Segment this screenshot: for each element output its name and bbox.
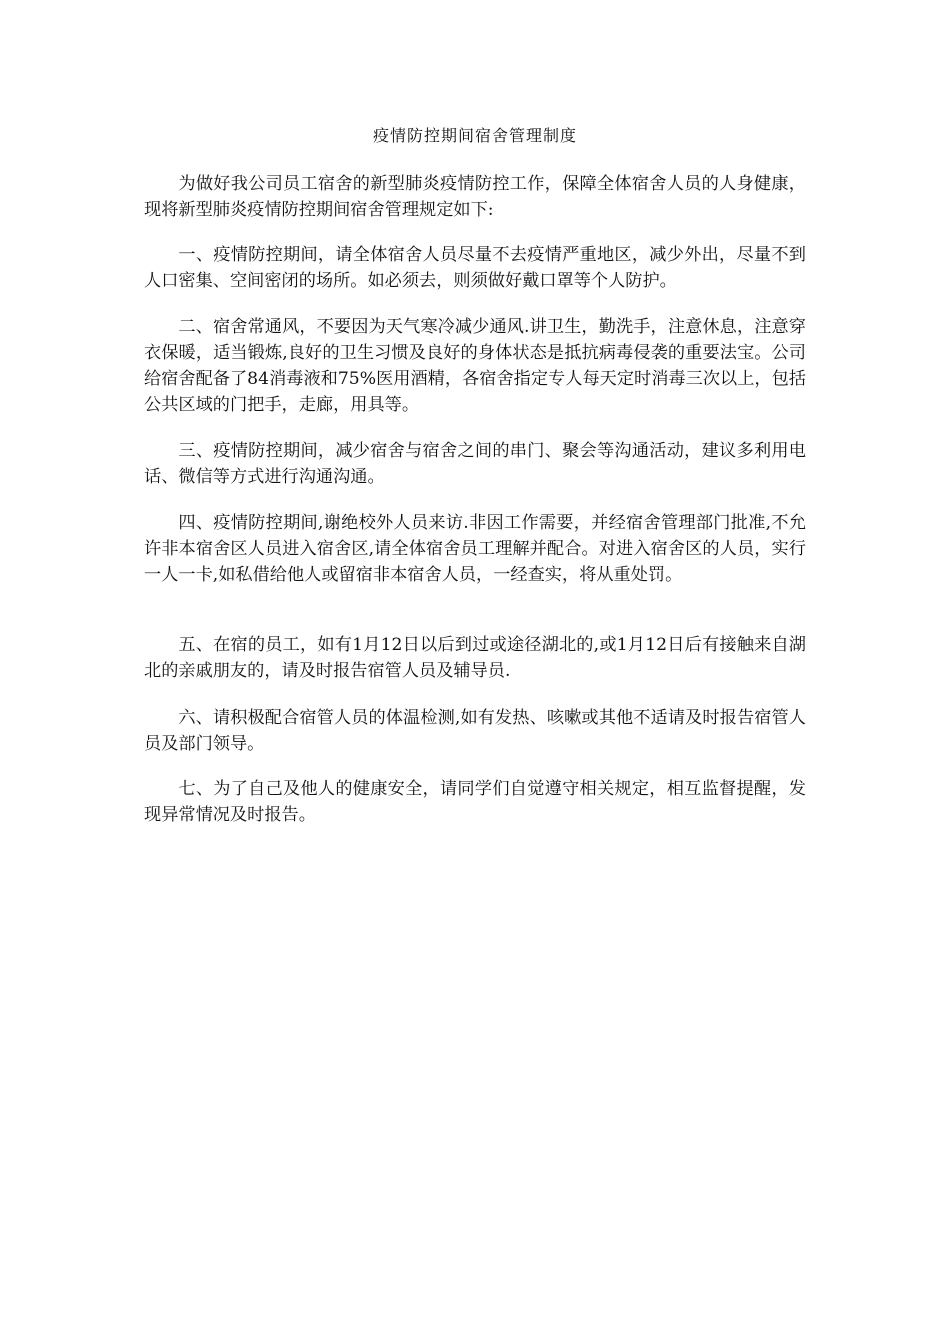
- rule-paragraph-7: 七、为了自己及他人的健康安全，请同学们自觉遵守相关规定，相互监督提醒，发现异常情况及时报告。: [144, 779, 806, 825]
- rule-paragraph-6: 六、请积极配合宿管人员的体温检测,如有发热、咳嗽或其他不适请及时报告宿管人员及部门领导。: [144, 708, 806, 754]
- rule-paragraph-1: 一、疫情防控期间，请全体宿舍人员尽量不去疫情严重地区，减少外出，尽量不到人口密集、空间密闭的场所。如必须去，则须做好戴口罩等个人防护。: [144, 245, 806, 291]
- intro-paragraph: 为做好我公司员工宿舍的新型肺炎疫情防控工作，保障全体宿舍人员的人身健康，现将新型肺炎疫情防控期间宿舍管理规定如下:: [144, 174, 806, 220]
- rule-paragraph-4: 四、疫情防控期间,谢绝校外人员来访.非因工作需要，并经宿舍管理部门批准,不允许非本宿舍区人员进入宿舍区,请全体宿舍员工理解并配合。对进入宿舍区的人员，实行一人一卡,如私借给他人或留宿非本宿舍人员，一经查实，将从重处罚。: [144, 513, 806, 585]
- document-title: 疫情防控期间宿舍管理制度: [372, 126, 577, 145]
- rule-paragraph-2: 二、宿舍常通风，不要因为天气寒冷减少通风.讲卫生，勤洗手，注意休息，注意穿衣保暖，适当锻炼,良好的卫生习惯及良好的身体状态是抵抗病毒侵袭的重要法宝。公司给宿舍配备了84消毒液和75%医用酒精，各宿舍指定专人每天定时消毒三次以上，包括公共区域的门把手，走廊，用具等。: [144, 317, 806, 415]
- rule-paragraph-5: 五、在宿的员工，如有1月12日以后到过或途径湖北的,或1月12日后有接触来自湖北的亲戚朋友的，请及时报告宿管人员及辅导员.: [144, 635, 806, 681]
- rule-paragraph-3: 三、疫情防控期间，减少宿舍与宿舍之间的串门、聚会等沟通活动，建议多利用电话、微信等方式进行沟通沟通。: [144, 441, 806, 487]
